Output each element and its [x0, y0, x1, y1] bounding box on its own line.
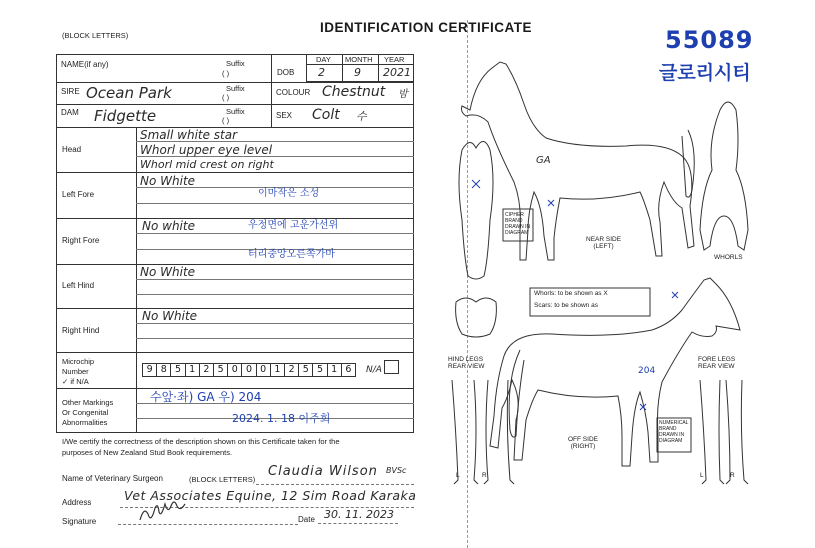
dob-month-value: 9: [354, 66, 361, 79]
dam-suffix-label: Suffix: [226, 107, 245, 116]
right-fore-korean-2: 터리중앙오른쪽가마: [248, 249, 335, 260]
colour-korean: 밤: [398, 89, 408, 100]
microchip-digit: 2: [199, 363, 214, 377]
date-value: 30. 11. 2023: [324, 508, 394, 521]
numerical-line: NUMERICAL: [659, 420, 689, 426]
colour-label: COLOUR: [276, 88, 311, 97]
stamp-number: 55089: [665, 26, 754, 54]
fore-legs-line: FORE LEGS: [698, 356, 736, 363]
head-front-outline: [459, 141, 493, 279]
other-label-3: Abnormalities: [62, 418, 108, 427]
legend-scars: Scars: to be shown as: [534, 302, 598, 309]
whorl-mark: [672, 292, 678, 298]
cipher-label: [505, 212, 530, 236]
hind-legs-line: REAR VIEW: [448, 363, 485, 370]
address-label: Address: [62, 498, 92, 507]
microchip-digit: 5: [298, 363, 313, 377]
dam-label: DAM: [61, 108, 79, 117]
dob-day-label: DAY: [316, 55, 331, 64]
legend-whorls: Whorls: to be shown as X: [534, 290, 608, 297]
microchip-digit: 1: [327, 363, 342, 377]
near-side-horse-outline: [462, 62, 695, 260]
right-fore-korean-1: 우정면에 고운가선위: [248, 220, 339, 231]
colour-value: Chestnut: [322, 84, 386, 100]
sire-suffix-box: ( ): [222, 93, 230, 102]
head-label: Head: [62, 145, 82, 154]
dob-month-label: MONTH: [345, 55, 373, 64]
other-markings-line-2: 2024. 1. 18 이주희: [232, 412, 331, 425]
near-side-label: [586, 236, 621, 250]
cipher-line: CIPHER: [505, 212, 524, 218]
off-side-line: (RIGHT): [570, 443, 596, 450]
microchip-digit: 5: [312, 363, 327, 377]
numerical-line: BRAND: [659, 426, 677, 432]
dob-day-value: 2: [318, 66, 325, 79]
hind-right-letter: R: [482, 472, 487, 479]
right-fore-label: Right Fore: [62, 236, 100, 245]
left-fore-korean: 이마작은 소성: [258, 188, 320, 199]
signature-label: Signature: [62, 517, 97, 526]
other-label-1: Other Markings: [62, 398, 114, 407]
sire-value: Ocean Park: [86, 84, 172, 102]
other-markings-line-1: 수앞·좌) GA 우) 204: [150, 390, 262, 404]
right-fore-value: No white: [142, 219, 195, 233]
microchip-label-3: ✓ if N/A: [62, 377, 89, 386]
microchip-digit: 1: [185, 363, 200, 377]
dob-year-label: YEAR: [384, 55, 405, 64]
hind-left-letter: L: [456, 472, 460, 479]
left-hind-label: Left Hind: [62, 281, 95, 290]
hind-legs-outline: [452, 380, 514, 484]
other-label-2: Or Congenital: [62, 408, 109, 417]
name-suffix-label: Suffix: [226, 59, 245, 68]
microchip-digit: 0: [256, 363, 271, 377]
cipher-line: BRAND: [505, 218, 523, 224]
sex-value: Colt: [312, 107, 340, 123]
stamp-korean-name: 글로리시티: [659, 62, 751, 84]
dam-value: Fidgette: [94, 107, 157, 125]
hind-legs-line: HIND LEGS: [448, 356, 484, 363]
whorl-mark: [472, 180, 480, 188]
whorl-mark: [548, 200, 554, 206]
off-side-horse-outline: [490, 278, 740, 466]
microchip-digit: 1: [270, 363, 285, 377]
right-hind-value: No White: [142, 309, 198, 323]
numerical-label: [659, 420, 688, 444]
near-side-line: NEAR SIDE: [586, 236, 622, 243]
fore-legs-label: [698, 356, 735, 370]
microchip-label-2: Number: [62, 367, 89, 376]
hind-legs-label: [448, 356, 484, 370]
microchip-digit: 0: [241, 363, 256, 377]
fore-right-letter: R: [730, 472, 735, 479]
vet-label: Name of Veterinary Surgeon: [62, 474, 163, 483]
na-label: N/A: [366, 365, 382, 375]
dob-label: DOB: [277, 68, 295, 77]
right-hind-label: Right Hind: [62, 326, 100, 335]
whorls-outline: [700, 102, 748, 250]
microchip-digit: 9: [142, 363, 157, 377]
left-hind-value: No White: [140, 265, 196, 279]
cipher-line: DRAWN IN: [505, 224, 531, 230]
page-title: IDENTIFICATION CERTIFICATE: [320, 20, 532, 35]
name-label: NAME(if any): [61, 60, 109, 69]
near-side-line: (LEFT): [593, 243, 614, 250]
microchip-label-1: Microchip: [62, 357, 95, 366]
fore-left-letter: L: [700, 472, 704, 479]
cipher-line: DIAGRAM: [505, 230, 529, 236]
sire-label: SIRE: [61, 87, 80, 96]
head-rear-outline: [456, 298, 497, 337]
sex-label: SEX: [276, 111, 293, 120]
ga-mark: GA: [536, 155, 551, 166]
name-suffix-box: ( ): [222, 69, 230, 78]
microchip-digit: 0: [227, 363, 242, 377]
numerical-line: DRAWN IN: [659, 432, 685, 438]
mark-204: 204: [638, 366, 656, 376]
off-side-label: [568, 436, 598, 450]
microchip-digit: 2: [284, 363, 299, 377]
head-line-2: Whorl upper eye level: [140, 143, 273, 157]
head-line-1: Small white star: [140, 128, 238, 142]
microchip-digit: 6: [341, 363, 356, 377]
left-fore-value: No White: [140, 174, 196, 188]
left-fore-label: Left Fore: [62, 190, 95, 199]
microchip-digit: 5: [170, 363, 185, 377]
vet-name: Claudia Wilson: [268, 464, 378, 479]
off-side-line: OFF SIDE: [568, 436, 598, 443]
whorls-label: WHORLS: [714, 254, 743, 261]
vet-qualification: BVSc: [386, 466, 407, 475]
vet-block-letters: (BLOCK LETTERS): [189, 475, 256, 484]
fore-legs-line: REAR VIEW: [698, 363, 735, 370]
certify-line-1: I/We certify the correctness of the description shown on this Certificate taken for the: [62, 437, 340, 446]
dob-year-value: 2021: [383, 66, 411, 79]
microchip-digit: 5: [213, 363, 228, 377]
head-line-3: Whorl mid crest on right: [140, 158, 274, 171]
sire-suffix-label: Suffix: [226, 84, 245, 93]
sex-korean: 수: [356, 110, 367, 123]
dam-suffix-box: ( ): [222, 116, 230, 125]
numerical-line: DIAGRAM: [659, 438, 683, 444]
address-value: Vet Associates Equine, 12 Sim Road Karaka: [124, 488, 417, 503]
fore-legs-outline: [700, 380, 748, 484]
certify-line-2: purposes of New Zealand Stud Book requirements.: [62, 448, 233, 457]
microchip-digit: 8: [156, 363, 171, 377]
block-letters-note: (BLOCK LETTERS): [62, 31, 129, 40]
date-label: Date: [298, 515, 315, 524]
